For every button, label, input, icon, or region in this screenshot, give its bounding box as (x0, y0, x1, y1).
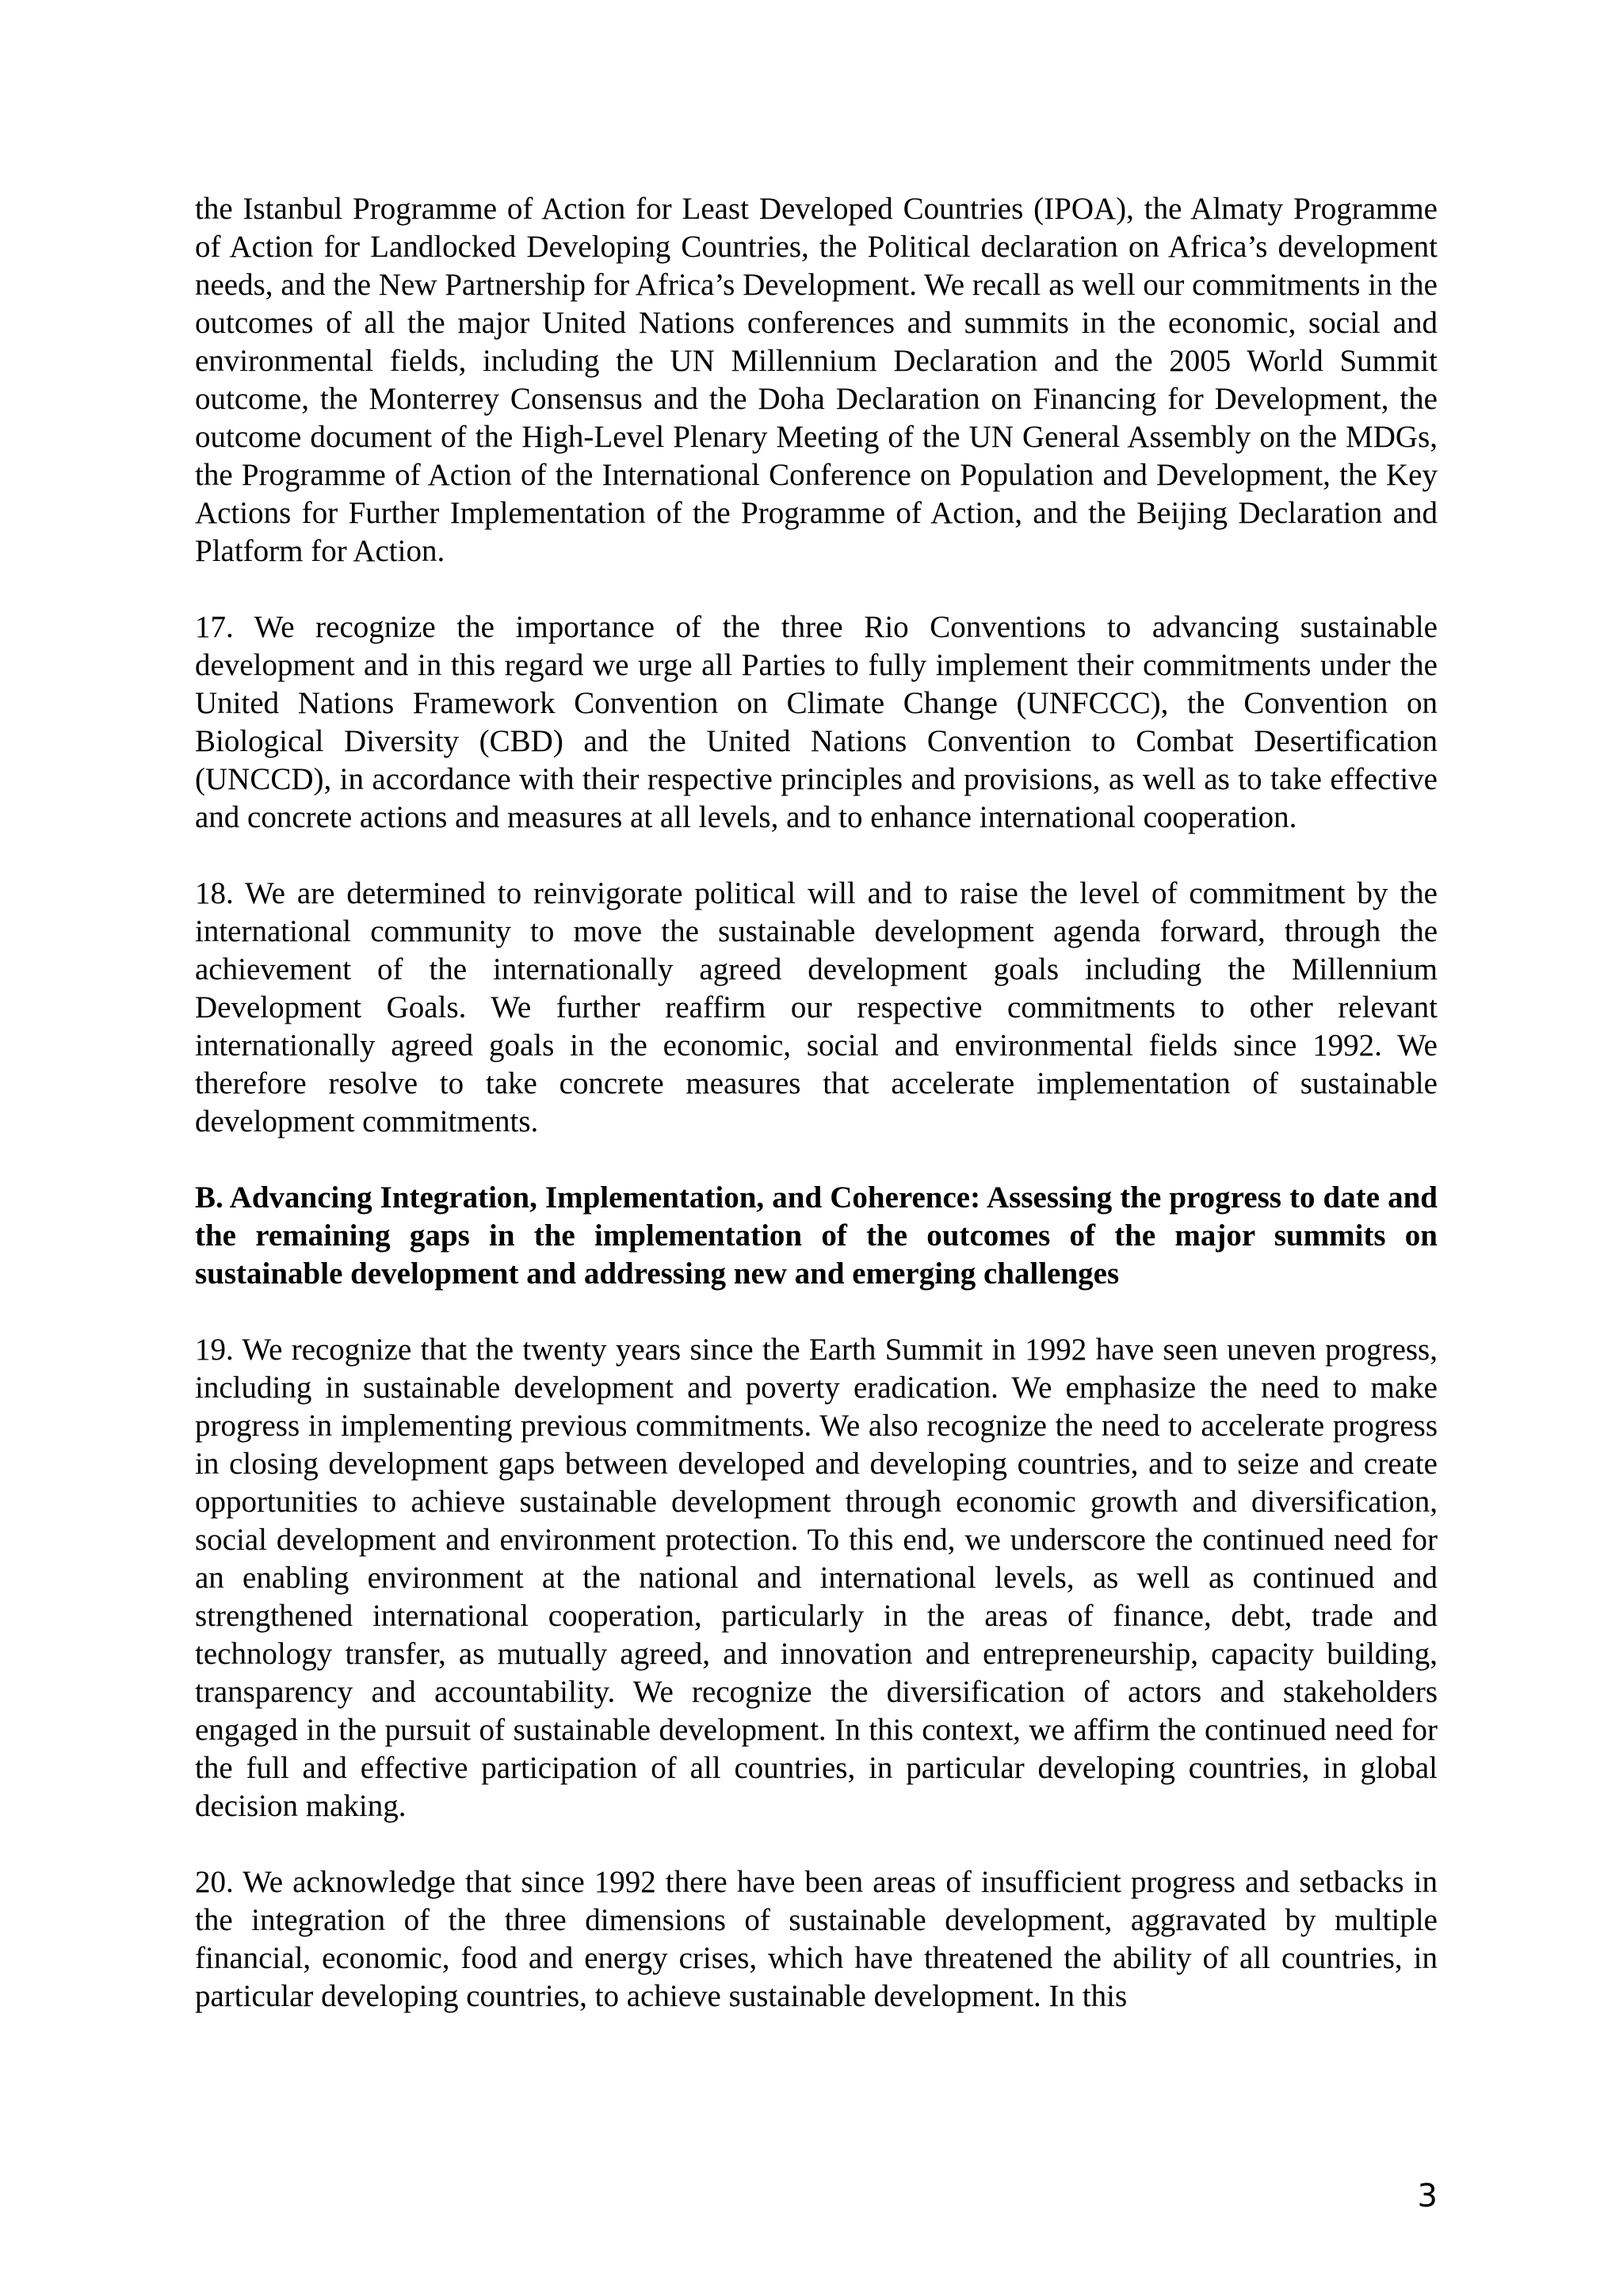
page-number: 3 (1417, 2178, 1438, 2214)
paragraph-19: 19. We recognize that the twenty years since the Earth Summit in 1992 have seen uneven progress, including in sustainable development and poverty eradication. We emphasize the need to make progress in implementing previous commitments. We also recognize the need to accelerate progress in closing development gaps between developed and developing countries, and to seize and create opportunities to achieve sustainable development through economic growth and diversification, social development and environment protection. To this end, we underscore the continued need for an enabling environment at the national and international levels, as well as continued and strengthened international cooperation, particularly in the areas of finance, debt, trade and technology transfer, as mutually agreed, and innovation and entrepreneurship, capacity building, transparency and accountability. We recognize the diversification of actors and stakeholders engaged in the pursuit of sustainable development. In this context, we affirm the continued need for the full and effective participation of all countries, in particular developing countries, in global decision making. (195, 1333, 1438, 1823)
paragraph-17: 17. We recognize the importance of the three Rio Conventions to advancing sustainable development and in this regard we urge all Parties to fully implement their commitments under the United Nations Framework Convention on Climate Change (UNFCCC), the Convention on Biological Diversity (CBD) and the United Nations Convention to Combat Desertification (UNCCD), in accordance with their respective principles and provisions, as well as to take effective and concrete actions and measures at all levels, and to enhance international cooperation. (195, 610, 1438, 834)
document-body (195, 190, 1438, 2054)
paragraph-20: 20. We acknowledge that since 1992 there have been areas of insufficient progress and setbacks in the integration of the three dimensions of sustainable development, aggravated by multiple financial, economic, food and energy crises, which have threatened the ability of all countries, in particular developing countries, to achieve sustainable development. In this (195, 1865, 1438, 2013)
paragraph-18: 18. We are determined to reinvigorate political will and to raise the level of commitment by the international community to move the sustainable development agenda forward, through the achievement of the internationally agreed development goals including the Millennium Development Goals. We further reaffirm our respective commitments to other relevant internationally agreed goals in the economic, social and environmental fields since 1992. We therefore resolve to take concrete measures that accelerate implementation of sustainable development commitments. (195, 876, 1438, 1138)
section-heading-b: B. Advancing Integration, Implementation, and Coherence: Assessing the progress to date and the remaining gaps in the implementation of the outcomes of the major summits on sustainable development and addressing new and emerging challenges (195, 1180, 1438, 1291)
paragraph-16-continued: the Istanbul Programme of Action for Least Developed Countries (IPOA), the Almaty Programme of Action for Landlocked Developing Countries, the Political declaration on Africa’s development needs, and the New Partnership for Africa’s Development. We recall as well our commitments in the outcomes of all the major United Nations conferences and summits in the economic, social and environmental fields, including the UN Millennium Declaration and the 2005 World Summit outcome, the Monterrey Consensus and the Doha Declaration on Financing for Development, the outcome document of the High-Level Plenary Meeting of the UN General Assembly on the MDGs, the Programme of Action of the International Conference on Population and Development, the Key Actions for Further Implementation of the Programme of Action, and the Beijing Declaration and Platform for Action. (195, 192, 1438, 568)
